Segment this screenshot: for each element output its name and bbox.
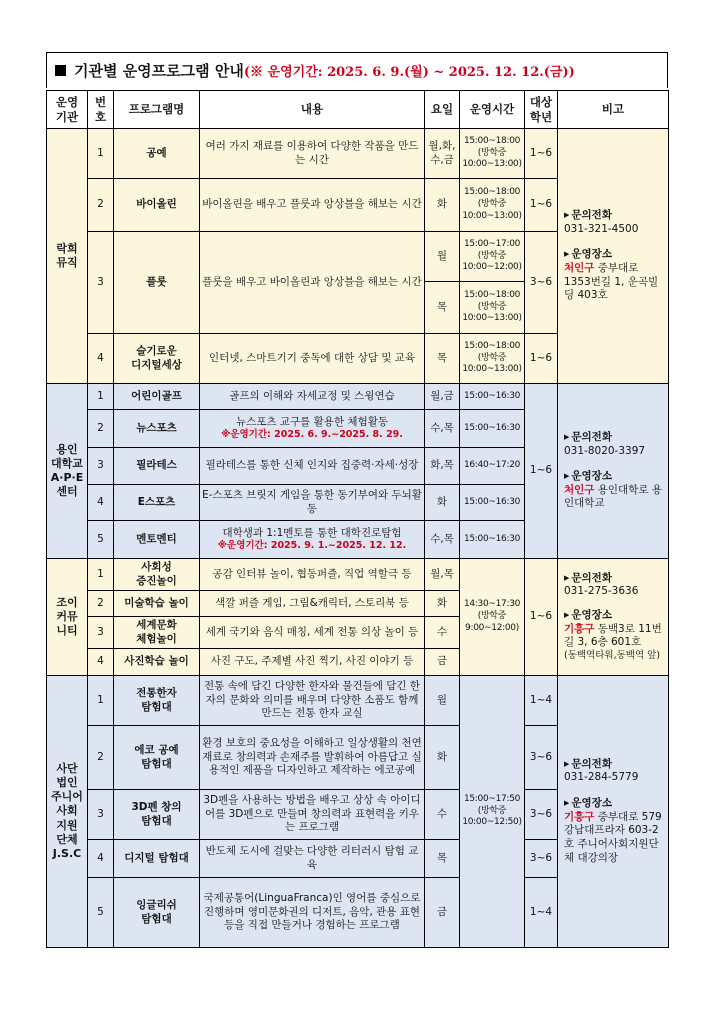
program-content: 필라테스를 통한 신체 인지와 집중력·자세·성장 <box>200 448 425 485</box>
day-cell: 수 <box>425 790 460 840</box>
program-name: 사진학습 놀이 <box>114 649 200 676</box>
program-content: 국제공통어(LinguaFranca)인 영어를 중심으로 진행하며 영미문화권의 디저트, 음악, 관용 표현 등을 직접 만들거나 경험하는 프로그램 <box>200 878 425 948</box>
program-name: 슬기로운 디지털세상 <box>114 334 200 384</box>
row-number: 2 <box>88 410 114 448</box>
header-content: 내용 <box>200 91 425 129</box>
program-content: 사진 구도, 주제별 사진 찍기, 사진 이야기 등 <box>200 649 425 676</box>
triangle-bullet-icon: ▶ <box>564 759 570 768</box>
time-cell: 15:00~17:00 (방학중 10:00~12:00) <box>460 232 525 282</box>
row-number: 3 <box>88 617 114 649</box>
triangle-bullet-icon: ▶ <box>564 432 570 441</box>
program-content: 세계 국기와 음식 매칭, 세계 전통 의상 놀이 등 <box>200 617 425 649</box>
row-number: 3 <box>88 448 114 485</box>
day-cell: 월,금 <box>425 384 460 410</box>
program-content: 플룻을 배우고 바이올린과 앙상블을 해보는 시간 <box>200 232 425 334</box>
program-name: 어린이골프 <box>114 384 200 410</box>
row-number: 1 <box>88 384 114 410</box>
title-main: 기관별 운영프로그램 안내 <box>74 62 244 80</box>
row-number: 4 <box>88 485 114 521</box>
table-row <box>47 559 669 591</box>
header-grade: 대상 학년 <box>525 91 558 129</box>
phone-label: 문의전화 <box>571 571 612 584</box>
program-name: 바이올린 <box>114 179 200 232</box>
period-note: ※운영기간: 2025. 6. 9.~2025. 8. 29. <box>221 429 403 441</box>
program-name: 디지털 탐험대 <box>114 840 200 878</box>
place-address: 처인구 용인대학로 용인대학교 <box>564 483 662 510</box>
header-remark: 비고 <box>558 91 669 129</box>
time-cell: 15:00~18:00 (방학중 10:00~13:00) <box>460 129 525 179</box>
program-name: 필라테스 <box>114 448 200 485</box>
place-label: 운영장소 <box>571 248 612 261</box>
time-cell: 15:00~16:30 <box>460 521 525 559</box>
grade-cell: 1~6 <box>525 179 558 232</box>
program-table <box>46 90 669 948</box>
program-content: 반도체 도시에 걸맞는 다양한 리터러시 탐험 교육 <box>200 840 425 878</box>
phone-label: 문의전화 <box>571 209 612 222</box>
program-content <box>200 410 425 448</box>
document-title <box>46 52 668 88</box>
program-content: 환경 보호의 중요성을 이해하고 일상생활의 천연 재료로 창의력과 손재주를 발휘하여 아름답고 실용적인 제품을 디자인하고 제작하는 에코공예 <box>200 726 425 790</box>
place-label: 운영장소 <box>571 797 612 810</box>
program-name: 미술학습 놀이 <box>114 591 200 617</box>
program-name: 3D펜 창의 탐험대 <box>114 790 200 840</box>
remark-cell <box>558 676 669 948</box>
triangle-bullet-icon: ▶ <box>564 573 570 582</box>
time-cell: 15:00~16:30 <box>460 485 525 521</box>
org-name: 락희 뮤직 <box>47 129 88 384</box>
phone-number: 031-275-3636 <box>564 585 639 598</box>
program-name: 플룻 <box>114 232 200 334</box>
program-content <box>200 521 425 559</box>
day-cell: 수 <box>425 617 460 649</box>
phone-number: 031-284-5779 <box>564 771 639 784</box>
remark-cell <box>558 129 669 384</box>
program-content: 여러 가지 재료를 이용하여 다양한 작품을 만드는 시간 <box>200 129 425 179</box>
row-number: 3 <box>88 790 114 840</box>
square-bullet-icon <box>55 65 66 76</box>
place-label: 운영장소 <box>571 470 612 483</box>
time-cell: 15:00~16:30 <box>460 384 525 410</box>
header-program: 프로그램명 <box>114 91 200 129</box>
program-name: E스포츠 <box>114 485 200 521</box>
day-cell: 화 <box>425 726 460 790</box>
time-cell: 15:00~18:00 (방학중 10:00~13:00) <box>460 179 525 232</box>
time-cell: 15:00~18:00 (방학중 10:00~13:00) <box>460 334 525 384</box>
triangle-bullet-icon: ▶ <box>564 211 570 220</box>
grade-cell: 3~6 <box>525 840 558 878</box>
grade-cell: 1~4 <box>525 676 558 726</box>
place-extra: (동백역타워,동백역 앞) <box>564 649 661 661</box>
day-cell: 목 <box>425 840 460 878</box>
triangle-bullet-icon: ▶ <box>564 799 570 808</box>
time-cell: 15:00~17:50 (방학중 10:00~12:50) <box>460 676 525 948</box>
program-name: 잉글리쉬 탐험대 <box>114 878 200 948</box>
program-name: 전통한자 탐험대 <box>114 676 200 726</box>
row-number: 4 <box>88 334 114 384</box>
program-content: 3D펜을 사용하는 방법을 배우고 상상 속 아이디어를 3D펜으로 만들며 창의력과 표현력을 키우는 프로그램 <box>200 790 425 840</box>
day-cell: 수,목 <box>425 410 460 448</box>
grade-cell: 3~6 <box>525 726 558 790</box>
place-address: 기흥구 중부대로 579 강남대프라자 603-2호 주니어사회지원단체 대강의장 <box>564 810 662 864</box>
row-number: 5 <box>88 878 114 948</box>
row-number: 4 <box>88 649 114 676</box>
program-content: 공감 인터뷰 놀이, 협동퍼즐, 직업 역할극 등 <box>200 559 425 591</box>
place-label: 운영장소 <box>571 609 612 621</box>
remark-cell <box>558 384 669 559</box>
day-cell: 월,목 <box>425 559 460 591</box>
grade-cell: 3~6 <box>525 790 558 840</box>
program-name: 멘토멘티 <box>114 521 200 559</box>
time-cell: 15:00~16:30 <box>460 410 525 448</box>
row-number: 2 <box>88 591 114 617</box>
program-content: 바이올린을 배우고 플룻과 앙상블을 해보는 시간 <box>200 179 425 232</box>
org-name: 사단 법인 주니어 사회 지원 단체 J.S.C <box>47 676 88 948</box>
program-name: 뉴스포츠 <box>114 410 200 448</box>
day-cell: 화 <box>425 485 460 521</box>
day-cell: 화,목 <box>425 448 460 485</box>
day-cell: 월 <box>425 232 460 282</box>
program-content: 전통 속에 담긴 다양한 한자와 물건들에 담긴 한자의 문화와 의미를 배우며 다양한 소품도 함께 만드는 전통 한자 교실 <box>200 676 425 726</box>
day-cell: 월,화, 수,금 <box>425 129 460 179</box>
program-content: E-스포츠 브릿지 게임을 통한 동기부여와 두뇌활동 <box>200 485 425 521</box>
day-cell: 목 <box>425 334 460 384</box>
day-cell: 화 <box>425 179 460 232</box>
row-number: 1 <box>88 676 114 726</box>
time-cell: 15:00~18:00 (방학중 10:00~13:00) <box>460 282 525 334</box>
grade-cell: 3~6 <box>525 232 558 334</box>
triangle-bullet-icon: ▶ <box>564 250 570 259</box>
row-number: 1 <box>88 559 114 591</box>
phone-label: 문의전화 <box>571 430 612 443</box>
remark-cell <box>558 559 669 676</box>
grade-cell: 1~6 <box>525 384 558 559</box>
header-org: 운영 기관 <box>47 91 88 129</box>
table-row <box>47 676 669 726</box>
day-cell: 금 <box>425 878 460 948</box>
grade-cell: 1~6 <box>525 129 558 179</box>
place-address: 처인구 중부대로 1353번길 1, 운곡빌딩 403호 <box>564 262 659 302</box>
program-name: 사회성 증진놀이 <box>114 559 200 591</box>
row-number: 4 <box>88 840 114 878</box>
program-name: 에코 공예 탐험대 <box>114 726 200 790</box>
phone-label: 문의전화 <box>571 757 612 770</box>
program-name: 세계문화 체험놀이 <box>114 617 200 649</box>
place-address: 기흥구 동백3로 11번길 3, 6층 601호 <box>564 622 662 649</box>
phone-number: 031-321-4500 <box>564 222 639 235</box>
row-number: 2 <box>88 726 114 790</box>
day-cell: 월 <box>425 676 460 726</box>
org-name: 용인 대학교 A·P·E 센터 <box>47 384 88 559</box>
grade-cell: 1~4 <box>525 878 558 948</box>
title-period-note: (※ 운영기간: 2025. 6. 9.(월) ~ 2025. 12. 12.(금)) <box>243 65 575 80</box>
header-row <box>47 91 669 129</box>
grade-cell: 1~6 <box>525 559 558 676</box>
row-number: 5 <box>88 521 114 559</box>
table-row <box>47 129 669 179</box>
program-name: 공예 <box>114 129 200 179</box>
header-time: 운영시간 <box>460 91 525 129</box>
header-num: 번 호 <box>88 91 114 129</box>
program-content: 골프의 이해와 자세교정 및 스윙연습 <box>200 384 425 410</box>
time-cell: 16:40~17:20 <box>460 448 525 485</box>
row-number: 3 <box>88 232 114 334</box>
content-text: 대학생과 1:1멘토를 통한 대학진로탐험 <box>222 526 402 539</box>
org-name: 조이 커뮤 니티 <box>47 559 88 676</box>
phone-number: 031-8020-3397 <box>564 444 646 457</box>
row-number: 2 <box>88 179 114 232</box>
table-row <box>47 384 669 410</box>
triangle-bullet-icon: ▶ <box>564 472 570 481</box>
content-text: 뉴스포츠 교구를 활용한 체험활동 <box>235 415 388 428</box>
day-cell: 목 <box>425 282 460 334</box>
time-cell: 14:30~17:30 (방학중 9:00~12:00) <box>460 559 525 676</box>
grade-cell: 1~6 <box>525 334 558 384</box>
period-note: ※운영기간: 2025. 9. 1.~2025. 12. 12. <box>217 540 407 552</box>
program-content: 인터넷, 스마트기기 중독에 대한 상담 및 교육 <box>200 334 425 384</box>
day-cell: 금 <box>425 649 460 676</box>
program-content: 색깔 퍼즐 게임, 그림&캐릭터, 스토리북 등 <box>200 591 425 617</box>
day-cell: 수,목 <box>425 521 460 559</box>
day-cell: 화 <box>425 591 460 617</box>
triangle-bullet-icon: ▶ <box>564 611 570 619</box>
header-day: 요일 <box>425 91 460 129</box>
row-number: 1 <box>88 129 114 179</box>
